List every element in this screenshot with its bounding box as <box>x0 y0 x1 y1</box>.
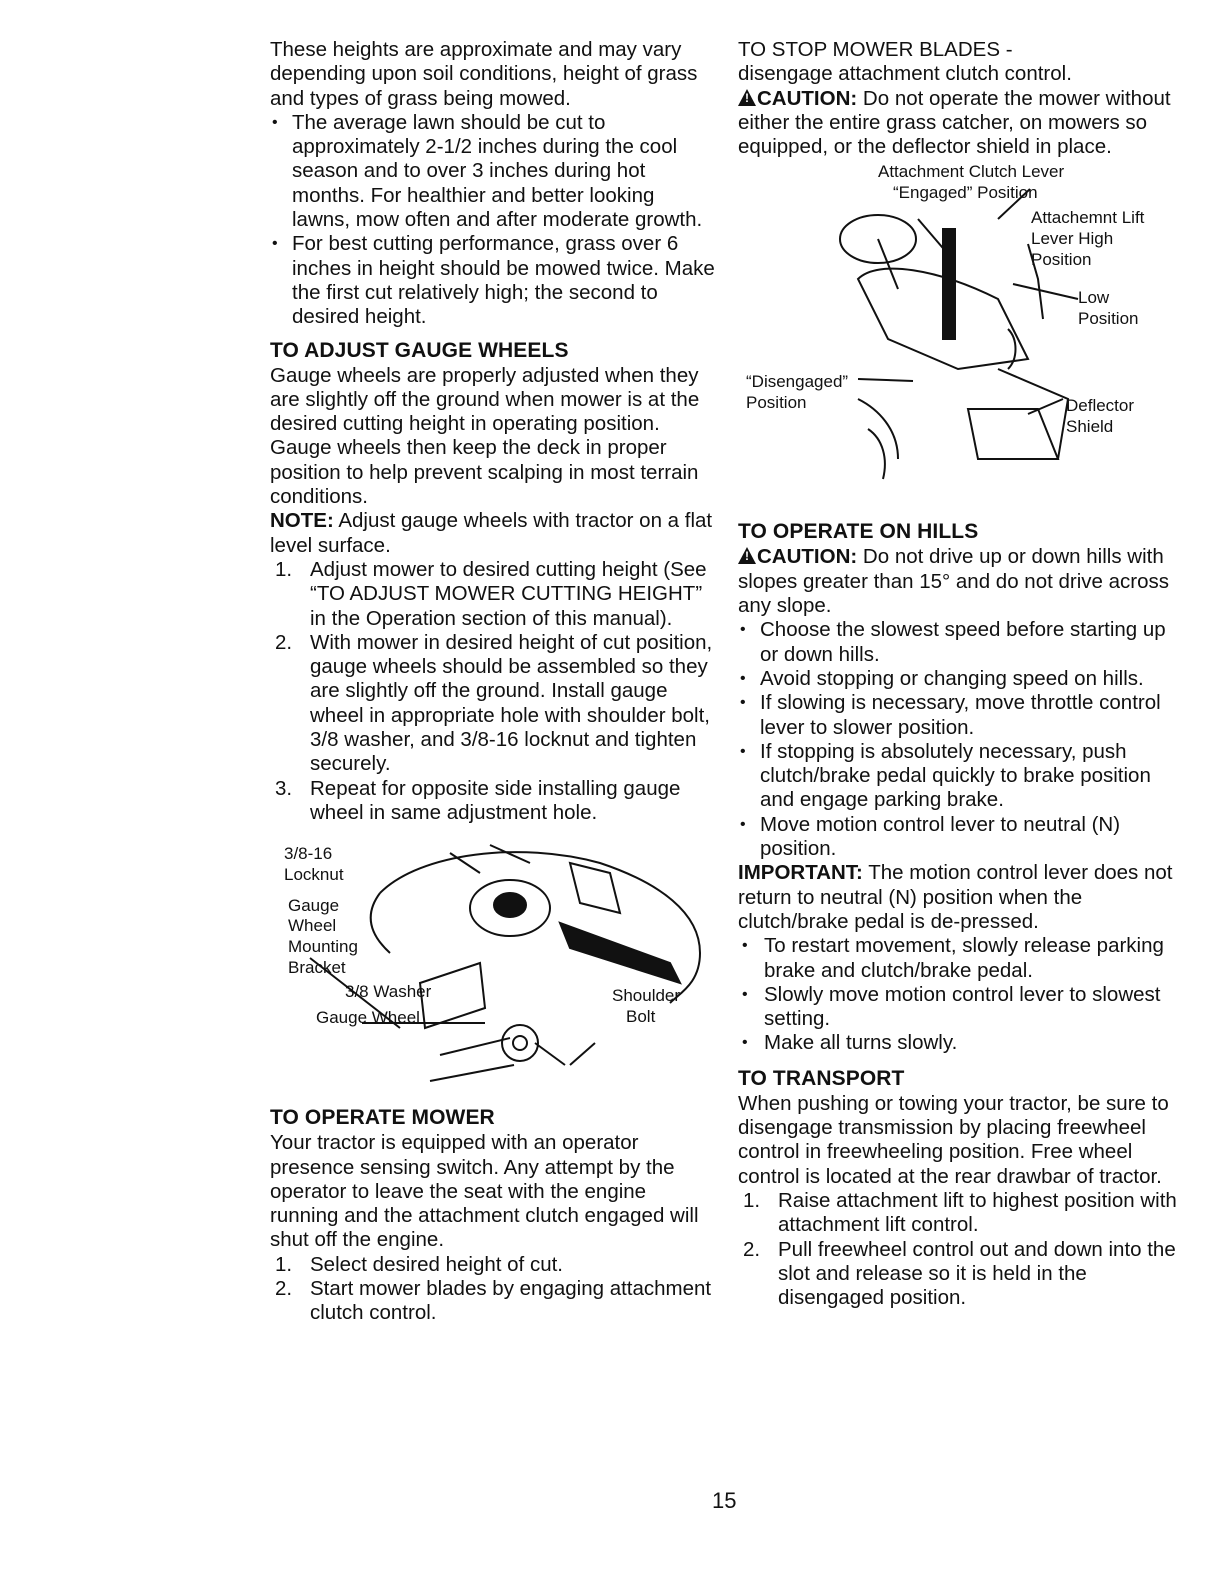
warning-triangle-icon: ! <box>738 89 756 106</box>
deflector-label-2: Shield <box>1066 417 1114 437</box>
step-text: Raise attachment lift to highest position with attachment lift control. <box>778 1188 1177 1237</box>
disengaged-label-1: “Disengaged” <box>746 372 849 392</box>
step-text: Adjust mower to desired cutting height (See “TO ADJUST MOWER CUTTING HEIGHT” in the Operation section of this manual). <box>310 557 707 630</box>
warning-triangle-icon: ! <box>738 547 756 564</box>
gauge-paragraph: Gauge wheels are properly adjusted when they are slightly off the ground when mower is at the desired cutting height in operating position. Gauge wheels then keep the deck in proper position to help prevent scalping in most terrain conditions. <box>270 363 700 509</box>
lift-label-1: Attachemnt Lift <box>1031 208 1145 228</box>
bracket-label-4: Bracket <box>288 958 346 978</box>
intro-paragraph: These heights are approximate and may vary depending upon soil conditions, height of grass and types of grass being mowed. <box>270 38 698 110</box>
lift-label-2: Lever High <box>1031 229 1114 249</box>
bracket-label-3: Mounting <box>288 937 358 957</box>
disengaged-label-2: Position <box>746 393 807 413</box>
right-column <box>738 38 1183 1310</box>
step-text: Pull freewheel control out and down into the slot and release so it is held in the disengaged position. <box>778 1237 1176 1310</box>
step-number: 1. <box>275 557 293 581</box>
important-paragraph <box>738 861 1183 934</box>
step-text: Repeat for opposite side installing gauge wheel in same adjustment hole. <box>310 776 681 824</box>
gauge-heading: TO ADJUST GAUGE WHEELS <box>270 338 569 362</box>
step-number: 1. <box>743 1188 761 1212</box>
operate-heading: TO OPERATE MOWER <box>270 1106 495 1130</box>
note-text: Adjust gauge wheels with tractor on a flat level surface. <box>270 509 713 557</box>
step-number: 2. <box>743 1237 761 1261</box>
gauge-wheel-figure <box>270 833 715 1095</box>
step-text: Start mower blades by engaging attachment clutch control. <box>310 1276 712 1325</box>
wheel-label: Gauge Wheel <box>316 1008 420 1028</box>
caution-label: CAUTION: <box>757 545 858 569</box>
washer-label: 3/8 Washer <box>345 982 432 1002</box>
locknut-label-1: 3/8-16 <box>284 844 333 864</box>
low-label-1: Low <box>1078 288 1110 308</box>
list-item: • Make all turns slowly. <box>738 1031 1183 1055</box>
important-text: The motion control lever does not return to neutral (N) position when the clutch/brake pedal is de-pressed. <box>738 861 1173 933</box>
clutch-label-1: Attachment Clutch Lever <box>878 162 1065 182</box>
lift-label-3: Position <box>1031 250 1092 270</box>
step-number: 2. <box>275 630 293 654</box>
clutch-lever-figure <box>738 159 1183 519</box>
list-item <box>270 631 715 777</box>
low-label-2: Position <box>1078 309 1139 329</box>
transport-paragraph: When pushing or towing your tractor, be sure to disengage transmission by placing freewheel control in freewheeling position. Free wheel control is located at the rear drawbar of tractor. <box>738 1091 1169 1188</box>
list-item: • Avoid stopping or changing speed on hills. <box>738 667 1183 691</box>
list-item: • If slowing is necessary, move throttle control lever to slower position. <box>738 691 1183 740</box>
bracket-label-2: Wheel <box>288 916 337 936</box>
list-item <box>270 558 715 631</box>
stop-text: disengage attachment clutch control. <box>738 62 1072 86</box>
left-column <box>270 38 715 1326</box>
step-number: 1. <box>275 1252 293 1276</box>
list-item: • Slowly move motion control lever to slowest setting. <box>738 983 1183 1032</box>
hills-heading: TO OPERATE ON HILLS <box>738 520 979 544</box>
caution-text: Do not operate the mower without either the entire grass catcher, on mowers so equipped, or the deflector shield in place. <box>738 86 1171 159</box>
bolt-label-2: Bolt <box>626 1007 656 1027</box>
list-item <box>738 1189 1183 1238</box>
list-item: • For best cutting performance, grass over 6 inches in height should be mowed twice. Make the first cut relatively high; the second to desired height. <box>270 232 715 329</box>
operate-paragraph: Your tractor is equipped with an operator presence sensing switch. Any attempt by the operator to leave the seat with the engine running and the attachment clutch engaged will shut off the engine. <box>270 1131 699 1252</box>
list-item: • Move motion control lever to neutral (N) position. <box>738 813 1183 862</box>
caution-text: Do not drive up or down hills with slopes greater than 15° and do not drive across any slope. <box>738 545 1169 618</box>
list-item: • To restart movement, slowly release parking brake and clutch/brake pedal. <box>738 934 1183 983</box>
transport-heading: TO TRANSPORT <box>738 1066 905 1090</box>
list-item <box>270 1253 715 1277</box>
step-text: Select desired height of cut. <box>310 1252 563 1276</box>
important-label: IMPORTANT: <box>738 861 863 885</box>
deflector-label-1: Deflector <box>1066 396 1135 416</box>
step-number: 3. <box>275 776 293 800</box>
note-paragraph <box>270 509 715 558</box>
step-text: With mower in desired height of cut position, gauge wheels should be assembled so they are slightly off the ground. Install gauge wheel in appropriate hole with shoulder bolt, 3/8 washer, and 3/8-16 locknut and tighten securely. <box>310 630 713 776</box>
list-item: • If stopping is absolutely necessary, push clutch/brake pedal quickly to brake position and engage parking brake. <box>738 740 1183 813</box>
caution-label: CAUTION: <box>757 86 858 110</box>
list-item: • The average lawn should be cut to approximately 2-1/2 inches during the cool season and to over 3 inches during hot months. For healthier and better looking lawns, mow often and after moderate growth. <box>270 111 715 232</box>
note-label: NOTE: <box>270 509 334 533</box>
bolt-label-1: Shoulder <box>612 986 681 1006</box>
caution-paragraph <box>738 545 1183 618</box>
list-item <box>738 1238 1183 1311</box>
bracket-label-1: Gauge <box>288 896 340 916</box>
list-item: • Choose the slowest speed before starting up or down hills. <box>738 618 1183 667</box>
list-item <box>270 1277 715 1326</box>
locknut-label-2: Locknut <box>284 865 344 885</box>
step-number: 2. <box>275 1276 293 1300</box>
clutch-label-2: “Engaged” Position <box>893 183 1038 203</box>
list-item <box>270 777 715 826</box>
page-number: 15 <box>712 1488 737 1513</box>
stop-heading: TO STOP MOWER BLADES - <box>738 38 1013 61</box>
caution-paragraph <box>738 87 1183 160</box>
